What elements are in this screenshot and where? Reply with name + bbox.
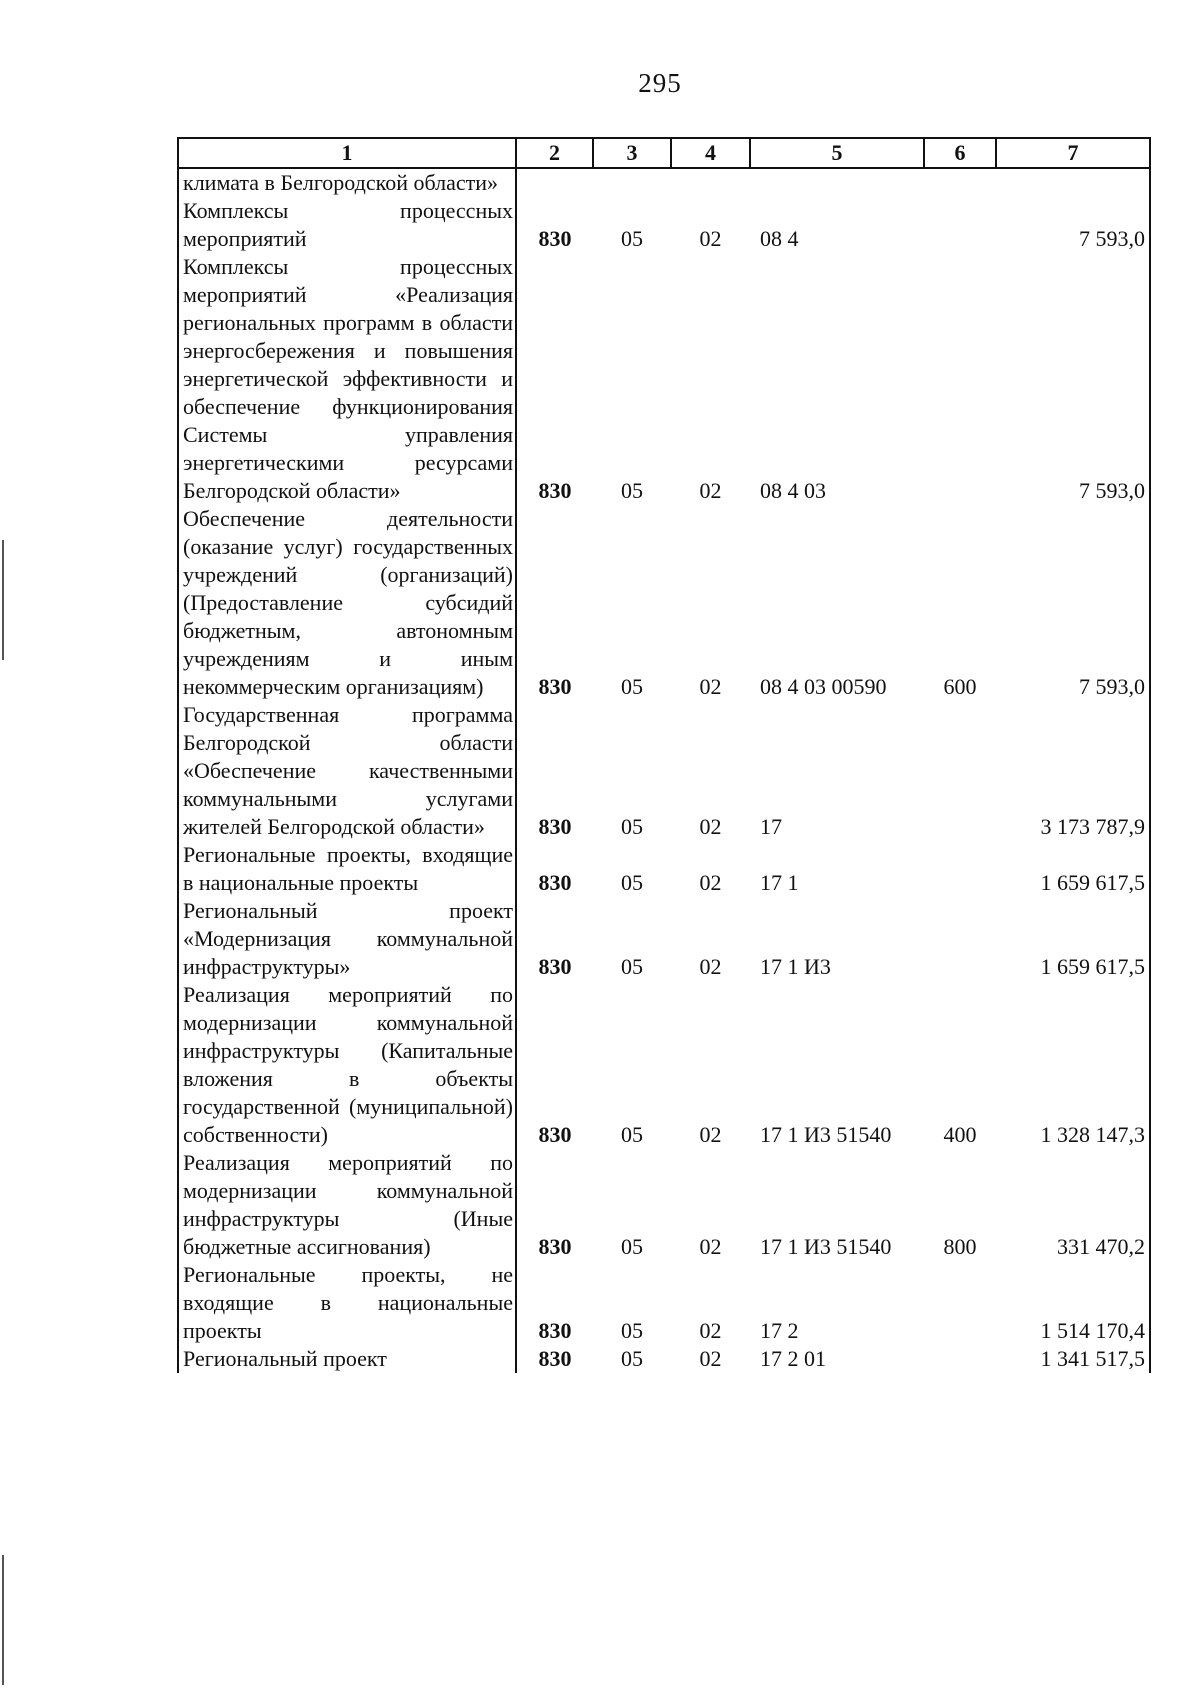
row-amount: 3 173 787,9 <box>996 701 1150 841</box>
row-adm: 830 <box>538 1318 572 1343</box>
header-col-expense-type: 6 <box>924 138 996 168</box>
row-amount: 1 341 517,5 <box>996 1345 1150 1373</box>
row-section: 05 <box>621 1346 643 1371</box>
row-amount: 1 514 170,4 <box>996 1261 1150 1345</box>
row-section: 05 <box>621 226 643 251</box>
row-expense-type <box>924 1261 996 1345</box>
row-expense-type <box>924 841 996 897</box>
row-adm: 830 <box>538 814 572 839</box>
row-subsection: 02 <box>699 1122 722 1147</box>
scan-edge-line <box>2 540 4 660</box>
row-subsection: 02 <box>699 1318 722 1343</box>
table-row <box>178 701 1150 841</box>
row-name: Региональный проект <box>178 1345 516 1373</box>
table-row <box>178 168 1150 197</box>
page-number: 295 <box>638 68 682 98</box>
row-name: Комплексы процессных мероприятий «Реализация региональных программ в области энергосбережения и повышения энергетической эффективности и обеспечение функционирования Системы управления энергетическими ресурсами Белгородской области» <box>178 253 516 505</box>
row-section: 05 <box>621 1318 643 1343</box>
row-expense-type <box>924 897 996 981</box>
row-name: Региональный проект «Модернизация коммунальной инфраструктуры» <box>178 897 516 981</box>
table-row <box>178 1345 1150 1373</box>
row-adm: 830 <box>538 1346 572 1371</box>
row-adm: 830 <box>538 954 572 979</box>
row-target-article: 08 4 03 00590 <box>760 674 887 699</box>
row-expense-type <box>924 197 996 253</box>
row-target-article: 17 2 01 <box>760 1346 826 1371</box>
row-expense-type: 600 <box>943 674 977 699</box>
header-col-section: 3 <box>593 138 671 168</box>
table-body <box>178 168 1150 1373</box>
row-expense-type <box>924 253 996 505</box>
row-name: климата в Белгородской области» <box>178 168 516 197</box>
row-expense-type <box>924 1345 996 1373</box>
header-col-target-article: 5 <box>750 138 924 168</box>
row-name: Реализация мероприятий по модернизации коммунальной инфраструктуры (Иные бюджетные ассигнования) <box>178 1149 516 1261</box>
header-col-adm: 2 <box>516 138 593 168</box>
header-col-name: 1 <box>178 138 516 168</box>
row-amount: 7 593,0 <box>996 197 1150 253</box>
row-subsection: 02 <box>699 478 722 503</box>
row-amount: 331 470,2 <box>996 1149 1150 1261</box>
row-adm <box>516 168 593 197</box>
row-amount: 1 328 147,3 <box>996 981 1150 1149</box>
row-subsection: 02 <box>699 1234 722 1259</box>
row-section: 05 <box>621 870 643 895</box>
row-section: 05 <box>621 1122 643 1147</box>
row-target-article: 17 1 И3 <box>760 954 831 979</box>
row-section: 05 <box>621 674 643 699</box>
row-expense-type: 800 <box>943 1234 977 1259</box>
header-col-amount: 7 <box>996 138 1150 168</box>
table-row <box>178 1149 1150 1261</box>
row-amount: 1 659 617,5 <box>996 841 1150 897</box>
header-row <box>178 138 1150 168</box>
row-name: Реализация мероприятий по модернизации коммунальной инфраструктуры (Капитальные вложения в объекты государственной (муниципальной) собственности) <box>178 981 516 1149</box>
row-section: 05 <box>621 1234 643 1259</box>
row-amount <box>996 168 1150 197</box>
row-target-article: 17 1 И3 51540 <box>760 1234 892 1259</box>
row-section: 05 <box>621 814 643 839</box>
row-target-article: 17 <box>760 814 782 839</box>
row-subsection: 02 <box>699 954 722 979</box>
table-row <box>178 897 1150 981</box>
row-name: Государственная программа Белгородской области «Обеспечение качественными коммунальными услугами жителей Белгородской области» <box>178 701 516 841</box>
row-section: 05 <box>621 954 643 979</box>
scan-edge-line <box>2 1555 4 1685</box>
row-subsection: 02 <box>699 674 722 699</box>
row-target-article: 17 1 <box>760 870 799 895</box>
row-adm: 830 <box>538 226 572 251</box>
row-name: Обеспечение деятельности (оказание услуг) государственных учреждений (организаций) (Предоставление субсидий бюджетным, автономным учреждениям и иным некоммерческим организациям) <box>178 505 516 701</box>
row-section: 05 <box>621 478 643 503</box>
row-target-article: 17 2 <box>760 1318 799 1343</box>
row-target-article: 08 4 <box>760 226 799 251</box>
table-row <box>178 505 1150 701</box>
row-subsection: 02 <box>699 870 722 895</box>
header-col-subsection: 4 <box>671 138 750 168</box>
row-name: Комплексы процессных мероприятий <box>178 197 516 253</box>
row-target-article: 08 4 03 <box>760 478 826 503</box>
row-subsection: 02 <box>699 814 722 839</box>
row-amount: 7 593,0 <box>996 505 1150 701</box>
row-name: Региональные проекты, не входящие в национальные проекты <box>178 1261 516 1345</box>
row-subsection: 02 <box>699 1346 722 1371</box>
row-subsection <box>671 168 750 197</box>
row-amount: 7 593,0 <box>996 253 1150 505</box>
budget-table <box>177 137 1151 1373</box>
row-section <box>593 168 671 197</box>
table-row <box>178 981 1150 1149</box>
row-adm: 830 <box>538 1234 572 1259</box>
table-header <box>178 138 1150 168</box>
table-row <box>178 1261 1150 1345</box>
row-amount: 1 659 617,5 <box>996 897 1150 981</box>
row-adm: 830 <box>538 478 572 503</box>
row-adm: 830 <box>538 870 572 895</box>
row-expense-type <box>924 168 996 197</box>
table-row <box>178 253 1150 505</box>
row-expense-type: 400 <box>943 1122 977 1147</box>
row-adm: 830 <box>538 1122 572 1147</box>
row-name: Региональные проекты, входящие в национальные проекты <box>178 841 516 897</box>
table-row <box>178 841 1150 897</box>
row-target-article <box>750 168 924 197</box>
row-expense-type <box>924 701 996 841</box>
row-adm: 830 <box>538 674 572 699</box>
row-subsection: 02 <box>699 226 722 251</box>
table-row <box>178 197 1150 253</box>
budget-table-container <box>177 137 1149 1373</box>
row-target-article: 17 1 И3 51540 <box>760 1122 892 1147</box>
